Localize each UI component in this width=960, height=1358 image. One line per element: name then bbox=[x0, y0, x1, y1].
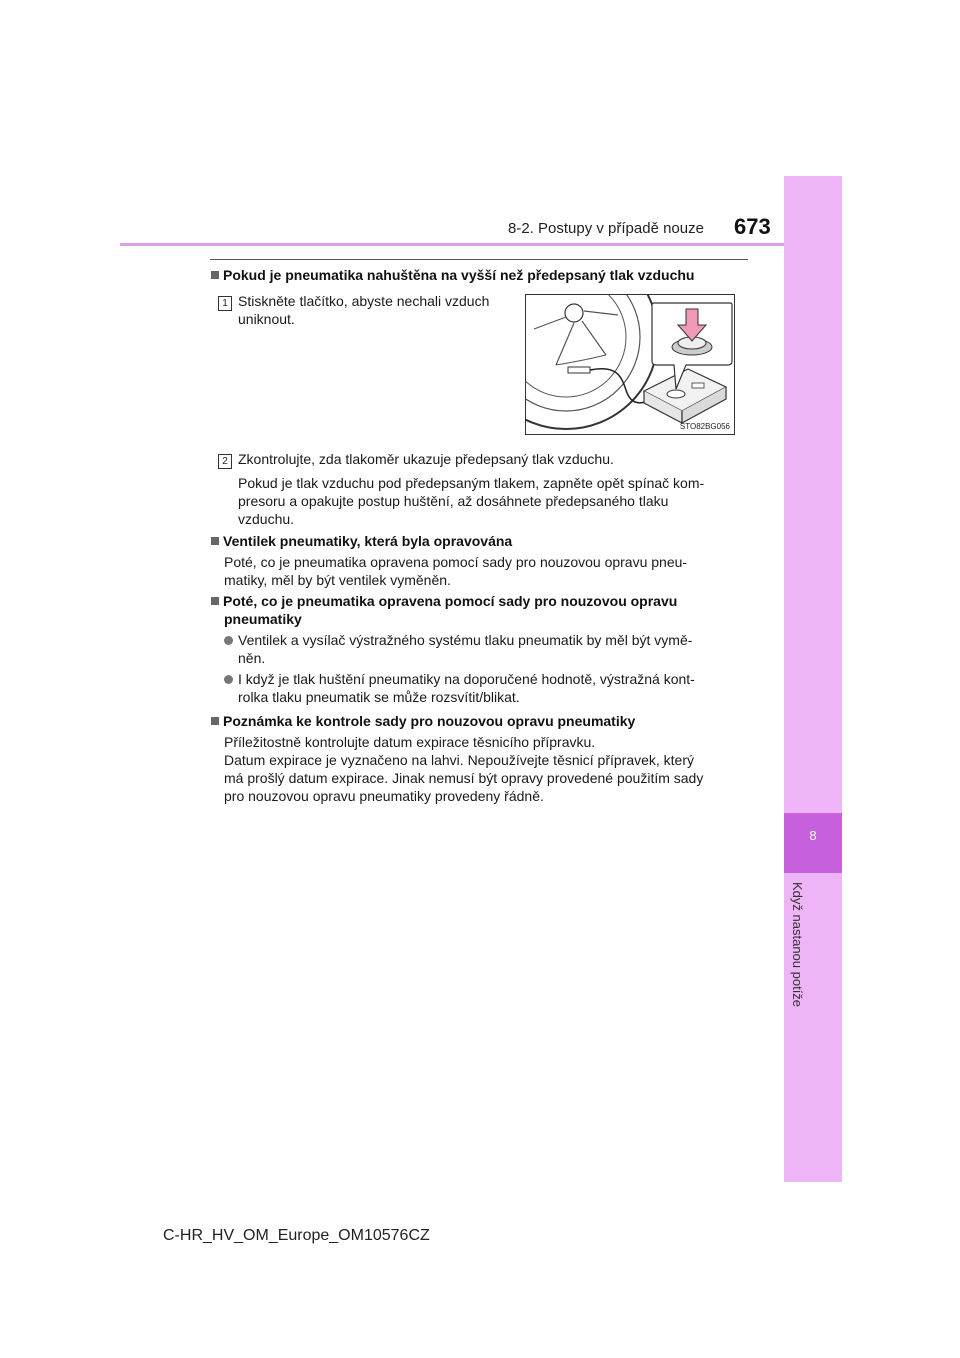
chapter-tab[interactable] bbox=[784, 813, 842, 873]
heading-marker-icon bbox=[211, 717, 219, 725]
page-number: 673 bbox=[734, 214, 771, 239]
bullet-icon bbox=[224, 636, 233, 645]
document-code: C-HR_HV_OM_Europe_OM10576CZ bbox=[163, 1227, 430, 1244]
heading-marker-icon bbox=[211, 537, 219, 545]
step2-note: Pokud je tlak vzduchu pod předepsaným tlakem, zapněte opět spínač kom- presoru a opakujte postup huštění, až dosáhnete předepsaného tlaku vzduchu. bbox=[238, 475, 705, 527]
bullet-valve-sensor: Ventilek a vysílač výstražného systému tlaku pneumatik by měl být vymě- něn. bbox=[238, 632, 693, 666]
kit-note-text: Příležitostně kontrolujte datum expirace těsnicího přípravku. Datum expirace je vyznačeno na lahvi. Nepoužívejte těsnicí přípravek, který má prošlý datum expirace. Jinak nemusí být opravy provedené použitím sady pro nouzovou opravu pneumatiky provedeny řádně. bbox=[224, 734, 704, 804]
bullet-warning-light: I když je tlak huštění pneumatiky na doporučené hodnotě, výstražná kont- rolka tlaku pneumatik se může rozsvítit/blikat. bbox=[238, 671, 695, 705]
heading-marker-icon bbox=[211, 271, 219, 279]
figure-code: STO82BG056 bbox=[679, 422, 730, 431]
step-badge-2: 2 bbox=[218, 454, 232, 469]
heading-overpressure: Pokud je pneumatika nahuštěna na vyšší než předepsaný tlak vzduchu bbox=[211, 266, 751, 284]
chapter-number: 8 bbox=[809, 828, 817, 843]
chapter-title: Když nastanou potíže bbox=[790, 882, 805, 1008]
step1-text: Stiskněte tlačítko, abyste nechali vzduch uniknout. bbox=[238, 293, 490, 327]
heading-after-repair: Poté, co je pneumatika opravena pomocí sady pro nouzovou opravu pneumatiky bbox=[211, 592, 751, 628]
heading-kit-note: Poznámka ke kontrole sady pro nouzovou opravu pneumatiky bbox=[211, 712, 751, 730]
header-rule bbox=[120, 243, 784, 246]
compressor-figure bbox=[525, 294, 735, 435]
heading-marker-icon bbox=[211, 597, 219, 605]
section-title: 8-2. Postupy v případě nouze bbox=[508, 220, 704, 237]
side-tab-strip bbox=[784, 176, 842, 1182]
step-badge-1: 1 bbox=[218, 296, 232, 311]
content-rule bbox=[210, 259, 748, 260]
step2-text: Zkontrolujte, zda tlakoměr ukazuje předepsaný tlak vzduchu. bbox=[238, 451, 614, 467]
heading-valve: Ventilek pneumatiky, která byla opravována bbox=[211, 532, 751, 550]
valve-text: Poté, co je pneumatika opravena pomocí sady pro nouzovou opravu pneu- matiky, měl by být ventilek vyměněn. bbox=[224, 554, 688, 588]
bullet-icon bbox=[224, 675, 233, 684]
compressor-illustration bbox=[526, 295, 734, 434]
